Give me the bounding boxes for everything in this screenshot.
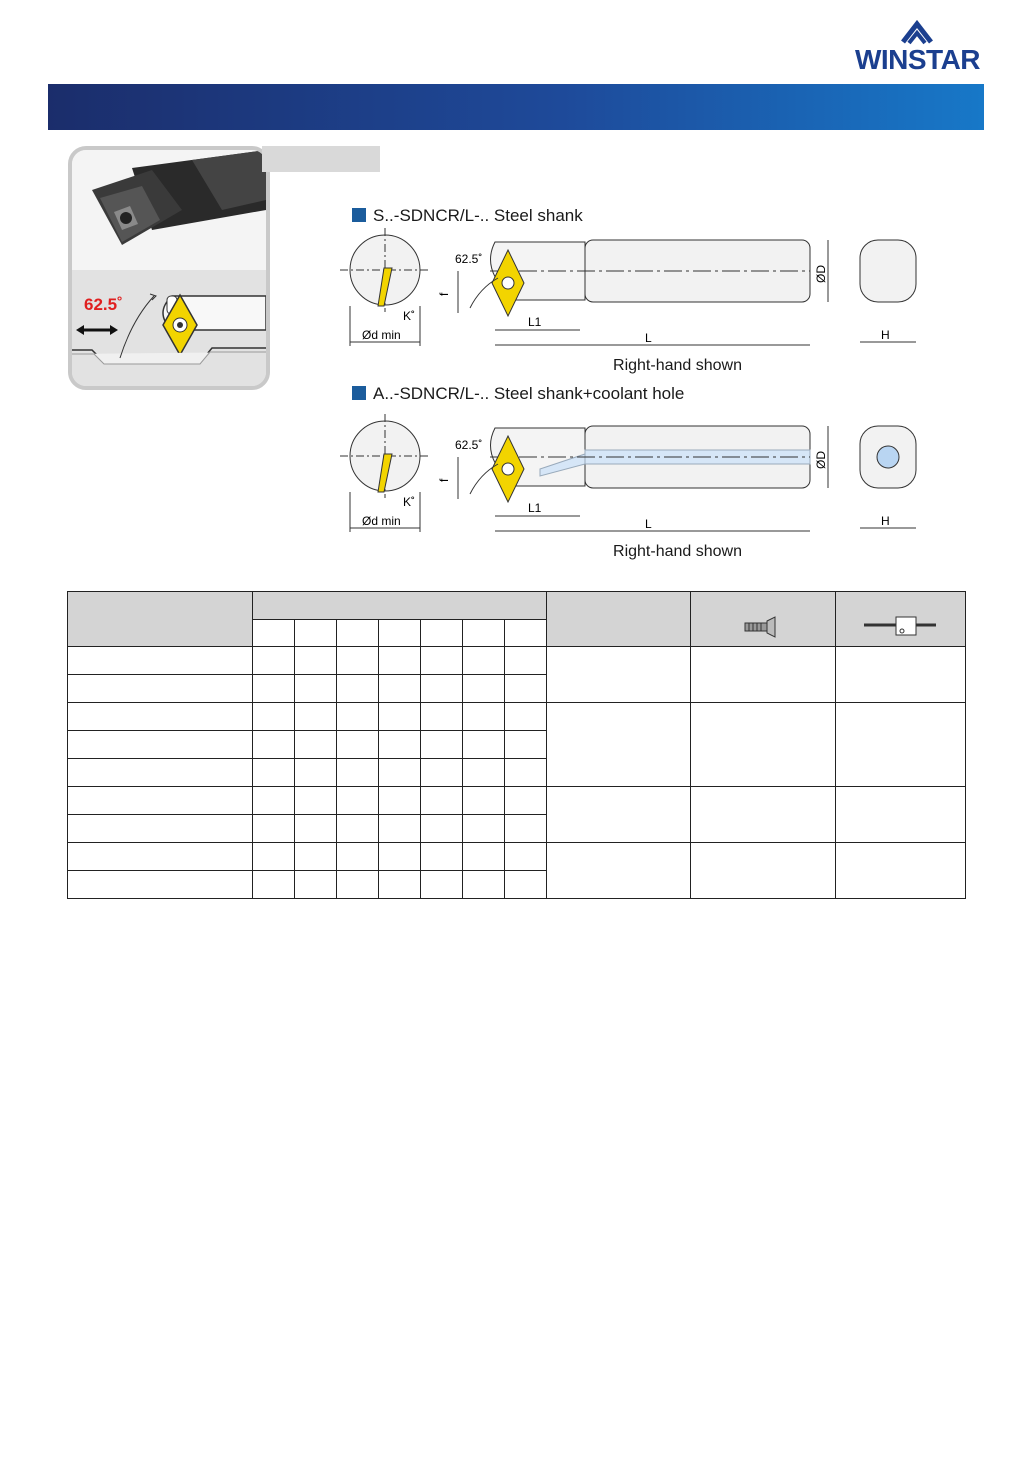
product-photo — [68, 146, 270, 390]
l1-label: L1 — [528, 501, 542, 515]
h-label: H — [881, 514, 890, 528]
table-row — [68, 787, 966, 815]
l-label: L — [645, 331, 652, 345]
brand-name: WINSTAR — [854, 44, 981, 75]
table-row — [68, 703, 966, 731]
coolant-shank-diagram — [340, 414, 940, 564]
section-bullet-icon — [352, 208, 366, 222]
header-cell — [421, 620, 463, 647]
k-angle-label: K˚ — [403, 309, 415, 323]
d-label: ØD — [814, 451, 828, 469]
caption-right-hand: Right-hand shown — [613, 357, 742, 374]
header-cell — [463, 620, 505, 647]
header-cell — [68, 592, 253, 647]
f-label: f — [437, 478, 451, 482]
header-cell — [337, 620, 379, 647]
section-title-text: A..-SDNCR/L-.. Steel shank+coolant hole — [373, 384, 685, 403]
header-cell — [690, 592, 835, 647]
steel-shank-diagram — [340, 228, 940, 378]
brand-logo — [845, 18, 990, 74]
header-cell — [547, 592, 690, 647]
caption-right-hand: Right-hand shown — [613, 543, 742, 560]
tool-photo-illustration — [72, 150, 266, 386]
dmin-label: Ød min — [362, 328, 401, 342]
header-cell — [379, 620, 421, 647]
header-tab-strip — [262, 146, 380, 172]
table-row — [68, 647, 966, 675]
l1-label: L1 — [528, 315, 542, 329]
section-title-steel-shank — [352, 206, 583, 226]
k-angle-label: K˚ — [403, 495, 415, 509]
angle-label: 62.5˚ — [455, 252, 483, 266]
section-title-coolant-hole — [352, 384, 684, 404]
header-cell — [295, 620, 337, 647]
header-cell — [835, 592, 965, 647]
spec-table — [67, 591, 966, 899]
dmin-label: Ød min — [362, 514, 401, 528]
section-title-text: S..-SDNCR/L-.. Steel shank — [373, 206, 583, 225]
screw-icon — [741, 615, 785, 639]
wrench-icon — [862, 615, 938, 639]
angle-label: 62.5˚ — [455, 438, 483, 452]
title-banner — [48, 84, 984, 130]
f-label: f — [437, 292, 451, 296]
section-bullet-icon — [352, 386, 366, 400]
angle-label: 62.5˚ — [84, 295, 123, 314]
h-label: H — [881, 328, 890, 342]
header-cell — [253, 592, 547, 620]
l-label: L — [645, 517, 652, 531]
table-row — [68, 843, 966, 871]
d-label: ØD — [814, 265, 828, 283]
header-cell — [253, 620, 295, 647]
header-cell — [505, 620, 547, 647]
